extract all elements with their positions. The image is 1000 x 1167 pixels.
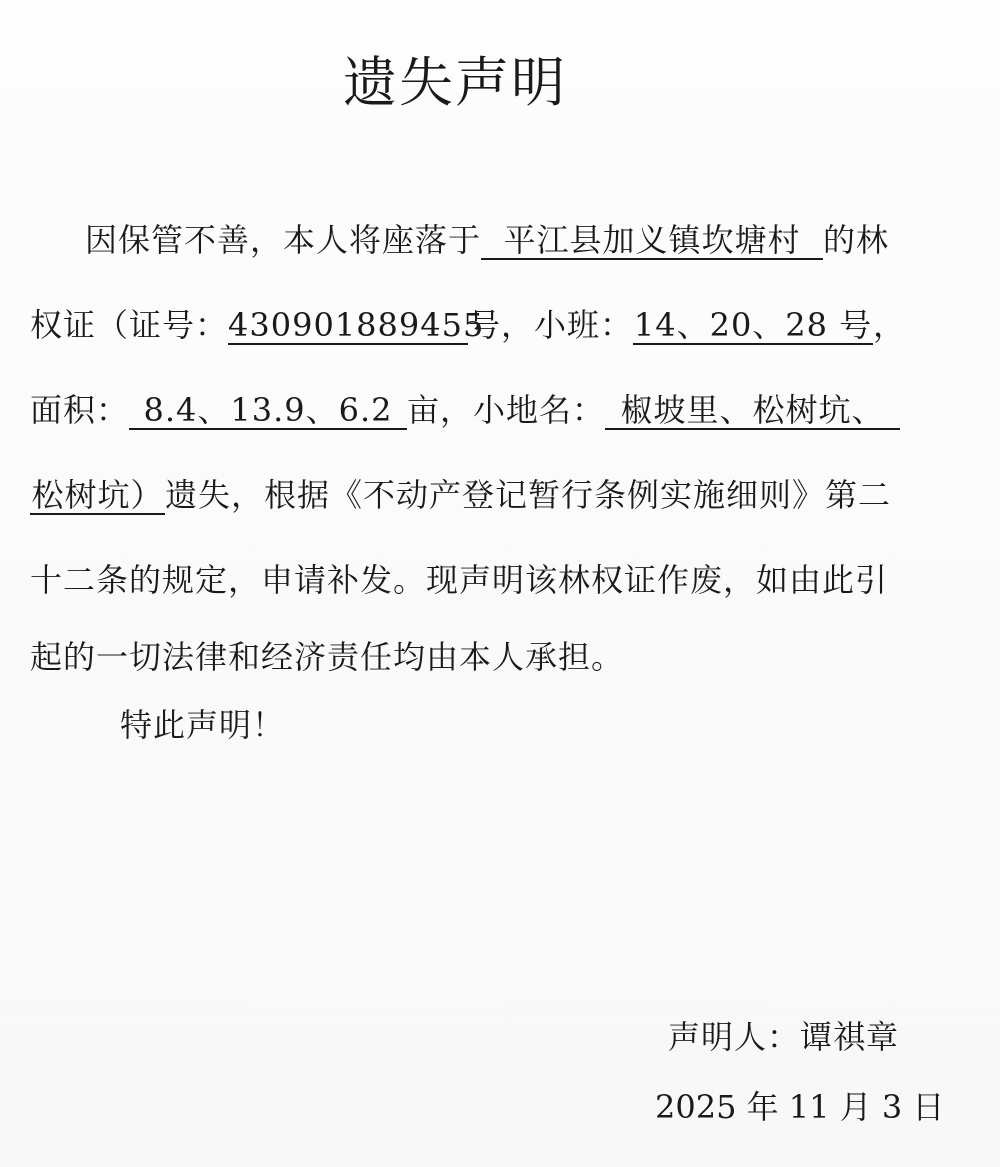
paragraph-line-5: 十二条的规定，申请补发。现声明该林权证作废，如由此引 [30, 561, 889, 599]
closing-statement: 特此声明！ [120, 706, 286, 744]
paragraph-line-6: 起的一切法律和经济责任均由本人承担。 [30, 638, 625, 676]
place-name-continued-underlined: 松树坑） [31, 476, 164, 514]
sub-compartment-underlined: 14、20、28 号 [633, 306, 873, 344]
paragraph-line-2 [30, 305, 906, 345]
line-text: 面积： [30, 391, 130, 429]
document-title: 遗失声明 [343, 51, 567, 114]
location-underlined: 平江县加义镇坎塘村 [481, 222, 823, 260]
line-text: 因保管不善，本人将座落于 [85, 221, 482, 259]
line-text: ， [873, 306, 907, 344]
certificate-number-underlined: 430901889455 [228, 306, 485, 344]
declarant-signature: 声明人：谭祺章 [668, 1018, 900, 1056]
line-text: 的林 [823, 221, 890, 259]
declaration-date: 2025 年 11 月 3 日 [655, 1088, 945, 1126]
line-text: 权证（证号： [30, 306, 229, 344]
line-text: 遗失，根据《不动产登记暂行条例实施细则》第二 [165, 476, 892, 514]
place-name-underlined: 椒坡里、松树坑、 [605, 392, 900, 430]
paragraph-line-1 [85, 220, 889, 260]
paragraph-line-3 [30, 390, 900, 430]
line-text: 号，小班： [468, 306, 634, 344]
paragraph-line-4 [30, 475, 891, 515]
line-text: 亩，小地名： [407, 391, 606, 429]
area-underlined: 8.4、13.9、6.2 [129, 392, 407, 430]
